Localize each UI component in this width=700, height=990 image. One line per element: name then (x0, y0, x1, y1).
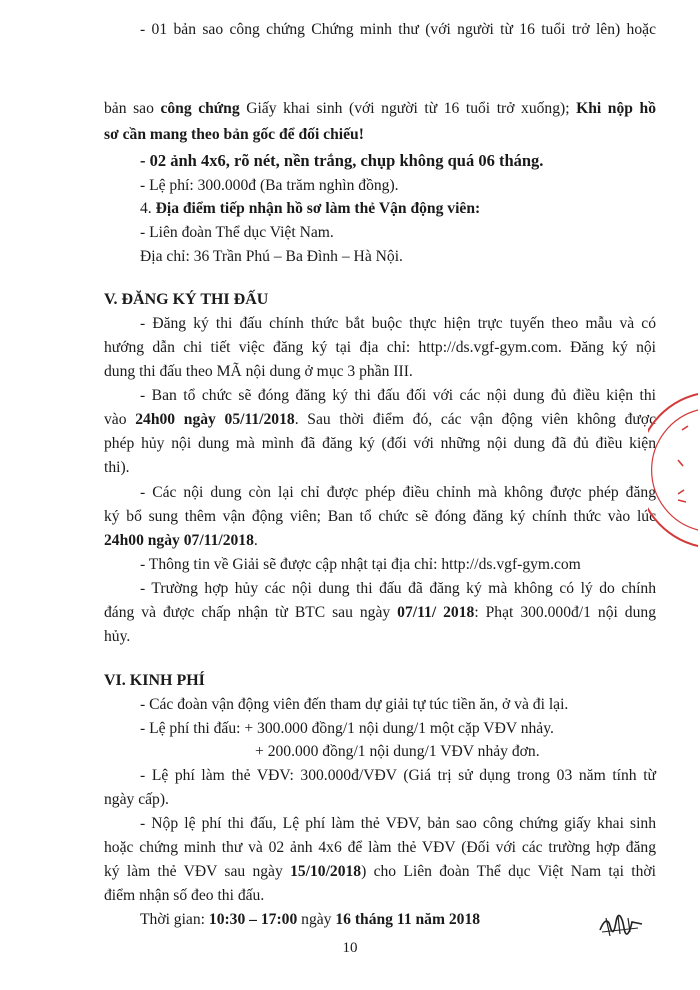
text-line: - Các nội dung còn lại chỉ được phép điều chỉnh mà không được phép đăng (140, 484, 656, 501)
text-line: - Liên đoàn Thể dục Việt Nam. (140, 224, 334, 241)
text-line: điểm nhận số đeo thi đấu. (104, 887, 265, 904)
text-line: hủy. (104, 628, 131, 645)
text-line: Địa chỉ: 36 Trần Phú – Ba Đình – Hà Nội. (140, 248, 403, 265)
text-line: - Lệ phí thi đấu: + 300.000 đồng/1 nội dung/1 một cặp VĐV nhảy. (140, 720, 554, 737)
text-line: vào 24h00 ngày 05/11/2018. Sau thời điểm đó, các vận động viên không được (104, 411, 656, 428)
text-line: đáng và được chấp nhận từ BTC sau ngày 07/11/ 2018: Phạt 300.000đ/1 nội dung (104, 604, 656, 621)
page-number: 10 (342, 940, 358, 956)
text-line: - Các đoàn vận động viên đến tham dự giải tự túc tiền ăn, ở và đi lại. (140, 696, 569, 713)
text-line: ký làm thẻ VĐV sau ngày 15/10/2018) cho Liên đoàn Thể dục Việt Nam tại thời (104, 863, 656, 880)
text-line: dung thi đấu theo MÃ nội dung ở mục 3 phần III. (104, 363, 413, 380)
text-line: 24h00 ngày 07/11/2018. (104, 532, 258, 549)
stamp-icon (648, 390, 700, 555)
text-line: - 02 ảnh 4x6, rõ nét, nền trắng, chụp không quá 06 tháng. (140, 151, 544, 170)
text-line: + 200.000 đồng/1 nội dung/1 VĐV nhảy đơn. (255, 743, 540, 760)
signature-icon (598, 912, 644, 943)
section-heading: V. ĐĂNG KÝ THI ĐẤU (104, 291, 269, 308)
text-line: ngày cấp). (104, 791, 169, 808)
text-line: - Thông tin về Giải sẽ được cập nhật tại địa chỉ: http://ds.vgf-gym.com (140, 556, 581, 573)
text-line: thi). (104, 459, 130, 476)
text-line: 4. Địa điểm tiếp nhận hồ sơ làm thẻ Vận động viên: (140, 200, 481, 217)
text-line: Thời gian: 10:30 – 17:00 ngày 16 tháng 11 năm 2018 (140, 911, 481, 928)
text-line: - 01 bản sao công chứng Chứng minh thư (với người từ 16 tuổi trở lên) hoặc (140, 21, 656, 38)
text-line: phép hủy nội dung mà mình đã đăng ký (đối với những nội dung đã đủ điều kiện (104, 435, 656, 452)
text-line: sơ cần mang theo bản gốc để đối chiếu! (104, 126, 364, 143)
text-line: - Trường hợp hủy các nội dung thi đấu đã đăng ký mà không có lý do chính (140, 580, 656, 597)
text-line: hoặc chứng minh thư và 02 ảnh 4x6 để làm thẻ VĐV (Đối với các trường hợp đăng (104, 839, 656, 856)
text-line: - Đăng ký thi đấu chính thức bắt buộc thực hiện trực tuyến theo mẫu và có (140, 315, 656, 332)
text-line: - Lệ phí làm thẻ VĐV: 300.000đ/VĐV (Giá trị sử dụng trong 03 năm tính từ (140, 767, 656, 784)
text-line: bản sao công chứng Giấy khai sinh (với người từ 16 tuổi trở xuống); Khi nộp hồ (104, 100, 656, 117)
section-heading: VI. KINH PHÍ (104, 672, 205, 689)
text-line: hướng dẫn chi tiết việc đăng ký tại địa chỉ: http://ds.vgf-gym.com. Đăng ký nội (104, 339, 656, 356)
text-line: ký bổ sung thêm vận động viên; Ban tổ chức sẽ đóng đăng ký chính thức vào lúc (104, 508, 656, 525)
text-line: - Nộp lệ phí thi đấu, Lệ phí làm thẻ VĐV, bản sao công chứng giấy khai sinh (140, 815, 656, 832)
text-line: - Lệ phí: 300.000đ (Ba trăm nghìn đồng). (140, 177, 399, 194)
text-line: - Ban tổ chức sẽ đóng đăng ký thi đấu đối với các nội dung đủ điều kiện thi (140, 387, 656, 404)
